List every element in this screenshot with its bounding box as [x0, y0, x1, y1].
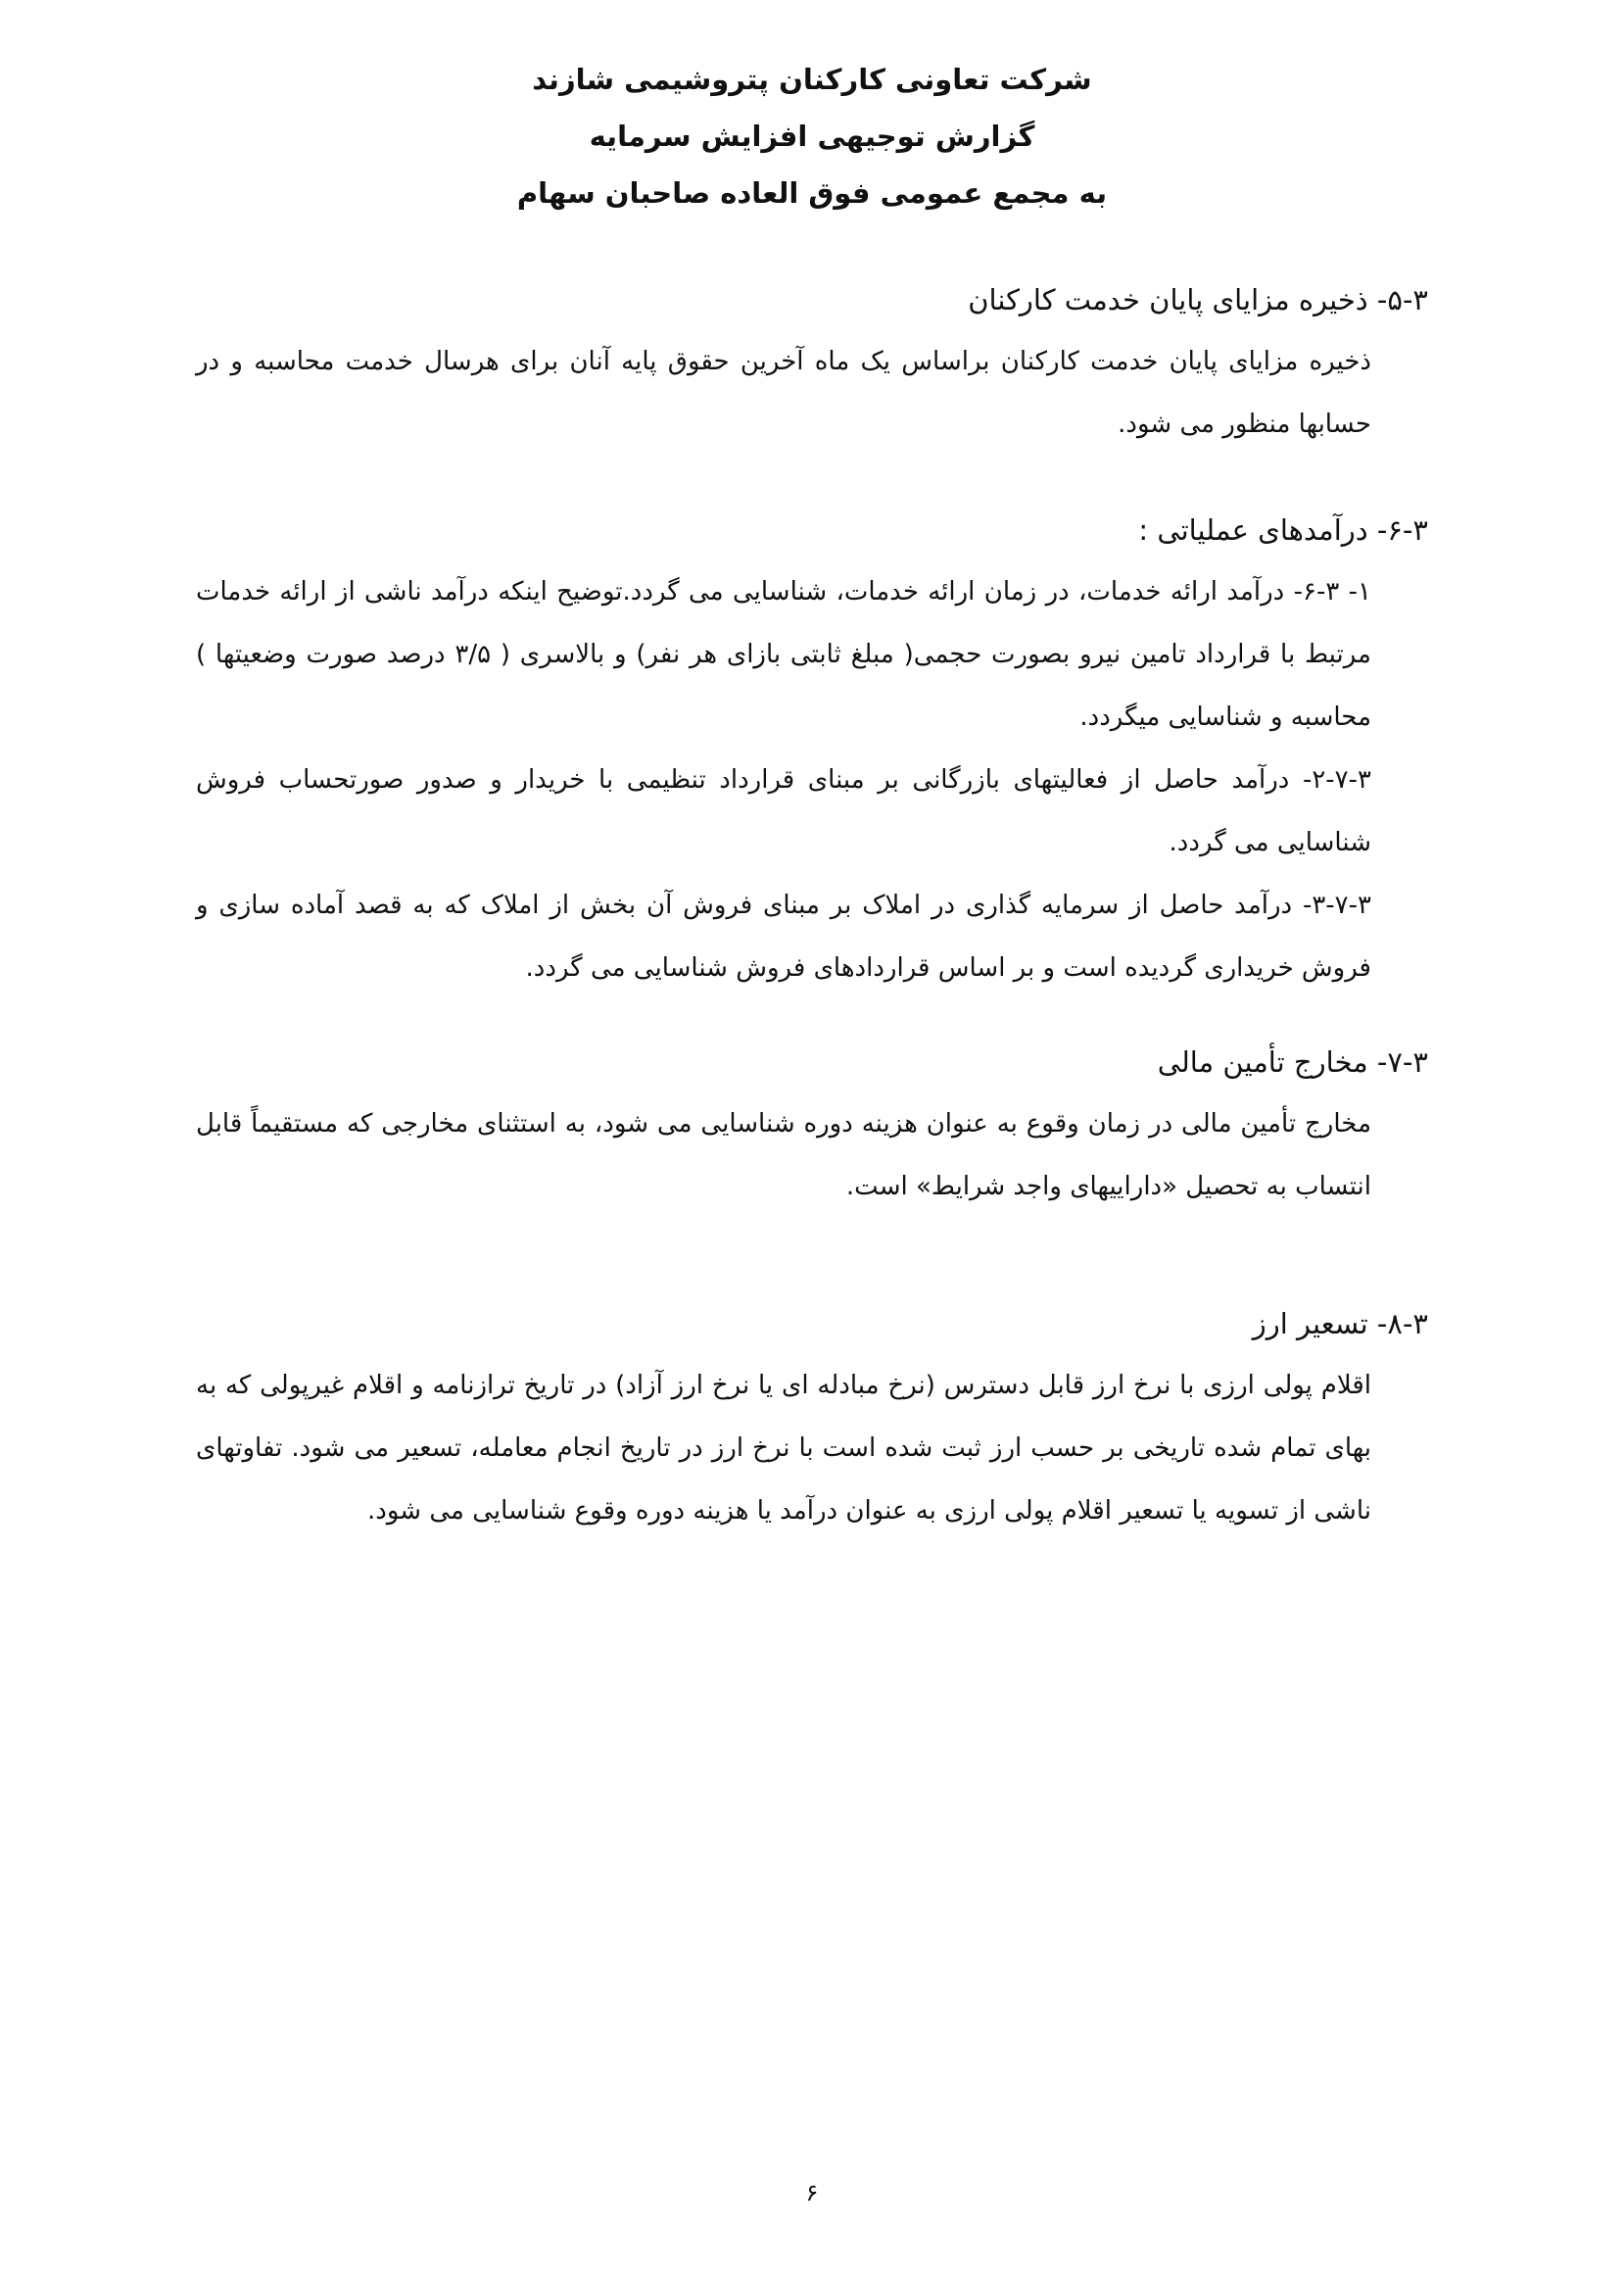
section-paragraph: اقلام پولی ارزی با نرخ ارز قابل دسترس (نرخ مبادله ای یا نرخ ارز آزاد) در تاریخ ترازنامه و اقلام غیرپولی که به بهای تمام شده تاریخی بر حسب ارز ثبت شده است با نرخ ارز در تاریخ انجام معامله، تسعیر می شود. تفاوتهای ناشی از تسویه یا تسعیر اقلام پولی ارزی به عنوان درآمد یا هزینه دوره وقوع شناسایی می شود. — [196, 1371, 1371, 1526]
page-number: ۶ — [805, 2179, 819, 2206]
company-name: شرکت تعاونی کارکنان پتروشیمی شازند — [532, 63, 1092, 96]
section-3-7 — [196, 1032, 1428, 1218]
section-paragraph: ۱- ۶-۳- درآمد ارائه خدمات، در زمان ارائه خدمات، شناسایی می گردد.توضیح اینکه درآمد ناشی از ارائه خدمات مرتبط با قرارداد تامین نیرو بصورت حجمی( مبلغ ثابتی بازای هر نفر) و بالاسری ( ۳/۵ درصد صورت وضعیتها ) محاسبه و شناسایی میگردد. — [196, 577, 1371, 732]
section-3-6 — [196, 500, 1428, 999]
section-heading: ۸-۳- تسعیر ارز — [1252, 1307, 1428, 1340]
section-paragraph: ۲-۷-۳- درآمد حاصل از فعالیتهای بازرگانی بر مبنای قرارداد تنظیمی با خریدار و صدور صورتحساب فروش شناسایی می گردد. — [196, 765, 1371, 857]
report-subtitle: به مجمع عمومی فوق العاده صاحبان سهام — [516, 176, 1108, 210]
section-3-5 — [196, 269, 1428, 456]
section-heading: ۶-۳- درآمدهای عملیاتی : — [1138, 513, 1428, 547]
document-header — [0, 51, 1624, 221]
section-heading: ۷-۳- مخارج تأمین مالی — [1157, 1045, 1428, 1079]
section-paragraph: مخارج تأمین مالی در زمان وقوع به عنوان هزینه دوره شناسایی می شود، به استثنای مخارجی که مستقیماً قابل انتساب به تحصیل «داراییهای واجد شرایط» است. — [196, 1109, 1371, 1201]
report-title: گزارش توجیهی افزایش سرمایه — [589, 120, 1035, 153]
section-paragraph: ۳-۷-۳- درآمد حاصل از سرمایه گذاری در املاک بر مبنای فروش آن بخش از املاک که به قصد آماده سازی و فروش خریداری گردیده است و بر اساس قراردادهای فروش شناسایی می گردد. — [196, 891, 1371, 983]
section-paragraph: ذخیره مزایای پایان خدمت کارکنان براساس یک ماه آخرین حقوق پایه آنان برای هرسال خدمت محاسبه و در حسابها منظور می شود. — [196, 347, 1371, 439]
section-heading: ۵-۳- ذخیره مزایای پایان خدمت کارکنان — [968, 283, 1428, 316]
section-3-8 — [196, 1293, 1428, 1542]
